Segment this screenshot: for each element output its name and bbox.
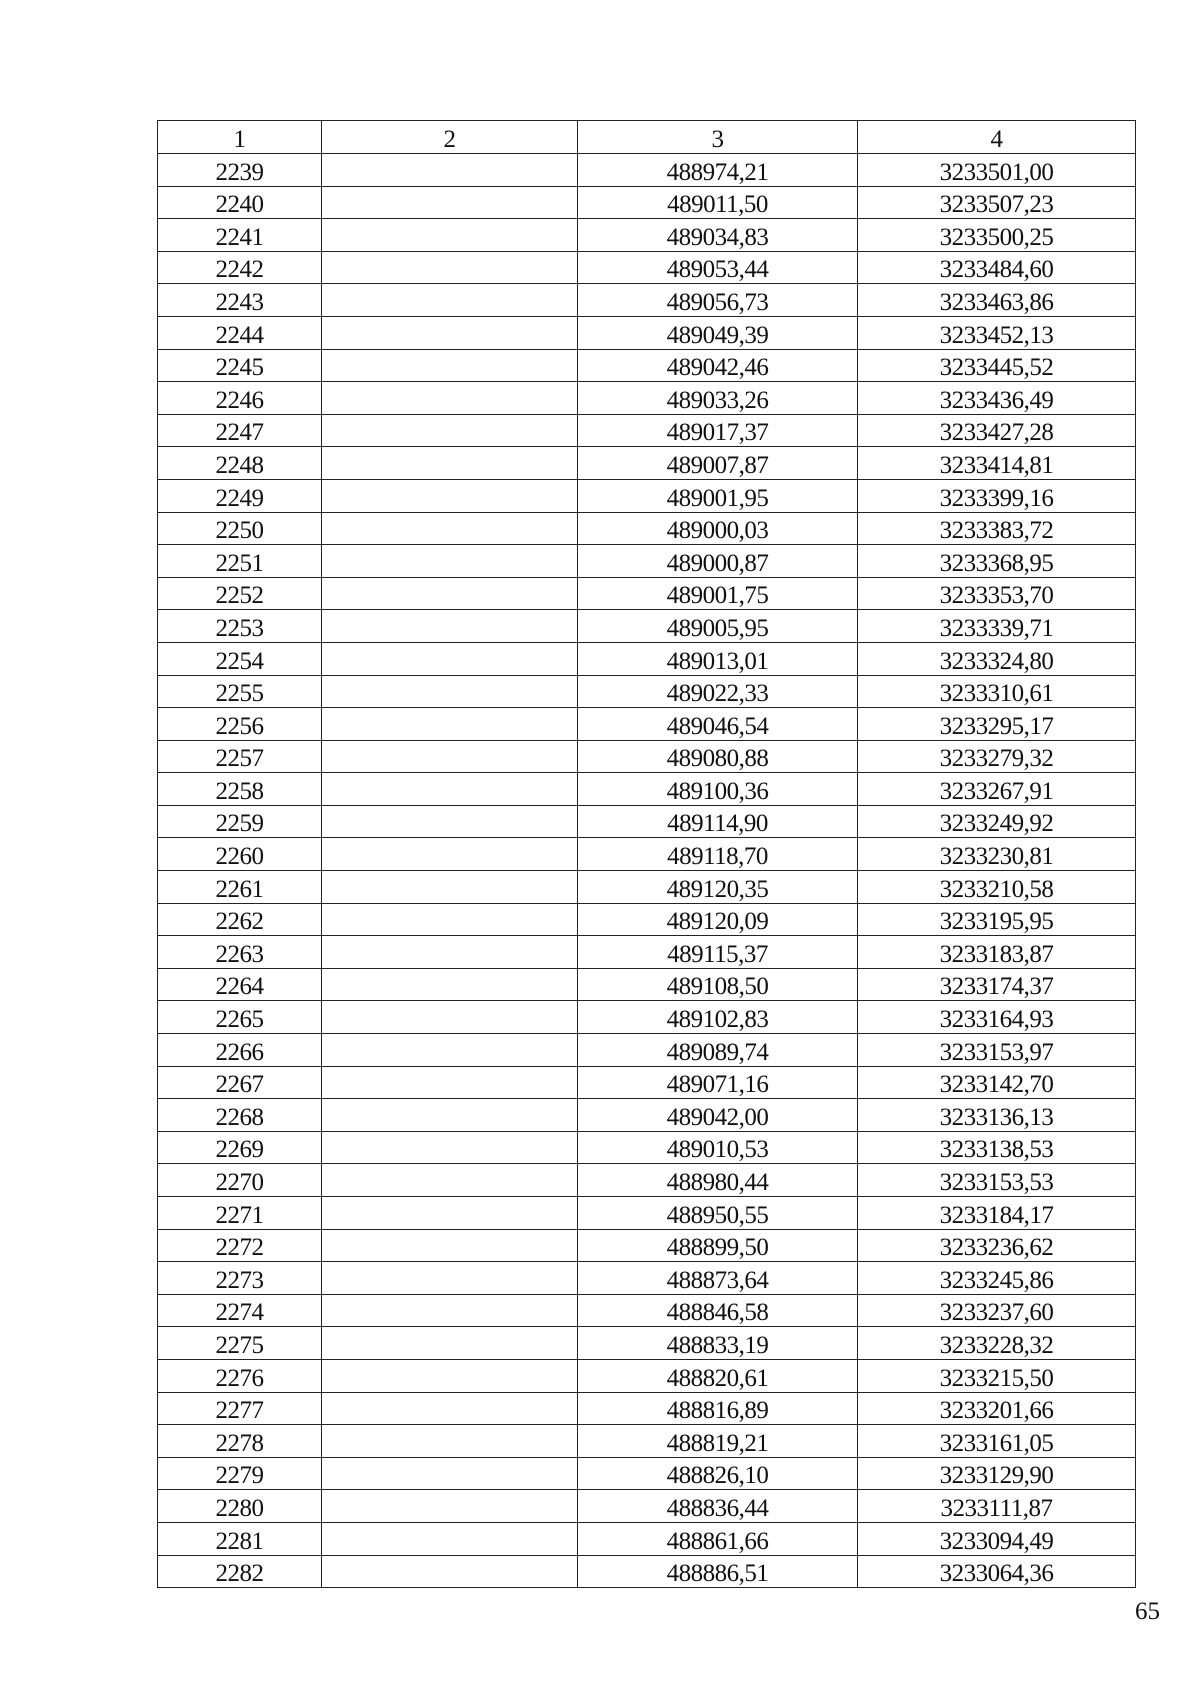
y-coordinate-cell: 3233228,32 [858,1327,1136,1360]
y-coordinate-cell: 3233142,70 [858,1066,1136,1099]
table-row [158,284,1136,317]
empty-cell [322,1425,578,1458]
point-number-cell: 2251 [158,545,322,578]
x-coordinate-cell: 489034,83 [578,219,858,252]
table-row [158,349,1136,382]
x-coordinate-cell: 488861,66 [578,1522,858,1555]
point-number-cell: 2270 [158,1164,322,1197]
x-coordinate-cell: 488826,10 [578,1457,858,1490]
table-row [158,1229,1136,1262]
table-row [158,1099,1136,1132]
y-coordinate-cell: 3233310,61 [858,675,1136,708]
y-coordinate-cell: 3233215,50 [858,1359,1136,1392]
y-coordinate-cell: 3233249,92 [858,805,1136,838]
empty-cell [322,1001,578,1034]
point-number-cell: 2241 [158,219,322,252]
coordinates-table [157,120,1136,1588]
y-coordinate-cell: 3233129,90 [858,1457,1136,1490]
x-coordinate-cell: 488886,51 [578,1555,858,1588]
point-number-cell: 2266 [158,1034,322,1067]
point-number-cell: 2272 [158,1229,322,1262]
table-row [158,1555,1136,1588]
x-coordinate-cell: 488899,50 [578,1229,858,1262]
point-number-cell: 2244 [158,316,322,349]
table-row [158,642,1136,675]
x-coordinate-cell: 489108,50 [578,968,858,1001]
empty-cell [322,349,578,382]
empty-cell [322,1099,578,1132]
column-header-2: 2 [322,121,578,154]
table-row [158,1457,1136,1490]
y-coordinate-cell: 3233484,60 [858,251,1136,284]
y-coordinate-cell: 3233210,58 [858,871,1136,904]
empty-cell [322,577,578,610]
y-coordinate-cell: 3233399,16 [858,479,1136,512]
empty-cell [322,316,578,349]
table-row [158,838,1136,871]
point-number-cell: 2271 [158,1197,322,1230]
table-row [158,936,1136,969]
x-coordinate-cell: 489001,95 [578,479,858,512]
x-coordinate-cell: 488836,44 [578,1490,858,1523]
empty-cell [322,1457,578,1490]
point-number-cell: 2264 [158,968,322,1001]
point-number-cell: 2257 [158,740,322,773]
table-body [158,154,1136,1588]
table-row [158,773,1136,806]
y-coordinate-cell: 3233201,66 [858,1392,1136,1425]
table-row [158,316,1136,349]
y-coordinate-cell: 3233452,13 [858,316,1136,349]
x-coordinate-cell: 488846,58 [578,1294,858,1327]
point-number-cell: 2242 [158,251,322,284]
x-coordinate-cell: 489000,03 [578,512,858,545]
y-coordinate-cell: 3233368,95 [858,545,1136,578]
point-number-cell: 2263 [158,936,322,969]
y-coordinate-cell: 3233353,70 [858,577,1136,610]
point-number-cell: 2265 [158,1001,322,1034]
x-coordinate-cell: 488820,61 [578,1359,858,1392]
point-number-cell: 2273 [158,1262,322,1295]
empty-cell [322,1164,578,1197]
table-row [158,1262,1136,1295]
empty-cell [322,414,578,447]
y-coordinate-cell: 3233324,80 [858,642,1136,675]
x-coordinate-cell: 489118,70 [578,838,858,871]
empty-cell [322,968,578,1001]
point-number-cell: 2259 [158,805,322,838]
empty-cell [322,1131,578,1164]
point-number-cell: 2258 [158,773,322,806]
table-row [158,610,1136,643]
y-coordinate-cell: 3233237,60 [858,1294,1136,1327]
x-coordinate-cell: 489120,09 [578,903,858,936]
table-row [158,577,1136,610]
point-number-cell: 2262 [158,903,322,936]
y-coordinate-cell: 3233383,72 [858,512,1136,545]
table-row [158,1164,1136,1197]
table-row [158,675,1136,708]
x-coordinate-cell: 489089,74 [578,1034,858,1067]
column-header-1: 1 [158,121,322,154]
table-row [158,1522,1136,1555]
y-coordinate-cell: 3233195,95 [858,903,1136,936]
table-row [158,447,1136,480]
empty-cell [322,871,578,904]
point-number-cell: 2274 [158,1294,322,1327]
empty-cell [322,740,578,773]
y-coordinate-cell: 3233183,87 [858,936,1136,969]
point-number-cell: 2250 [158,512,322,545]
point-number-cell: 2247 [158,414,322,447]
y-coordinate-cell: 3233436,49 [858,382,1136,415]
y-coordinate-cell: 3233507,23 [858,186,1136,219]
x-coordinate-cell: 489080,88 [578,740,858,773]
point-number-cell: 2252 [158,577,322,610]
point-number-cell: 2255 [158,675,322,708]
table-row [158,1359,1136,1392]
point-number-cell: 2240 [158,186,322,219]
table-row [158,1327,1136,1360]
y-coordinate-cell: 3233245,86 [858,1262,1136,1295]
table-row [158,545,1136,578]
x-coordinate-cell: 489114,90 [578,805,858,838]
table-row [158,1034,1136,1067]
column-header-4: 4 [858,121,1136,154]
empty-cell [322,154,578,187]
point-number-cell: 2277 [158,1392,322,1425]
point-number-cell: 2267 [158,1066,322,1099]
x-coordinate-cell: 489022,33 [578,675,858,708]
x-coordinate-cell: 489053,44 [578,251,858,284]
x-coordinate-cell: 488974,21 [578,154,858,187]
x-coordinate-cell: 489042,00 [578,1099,858,1132]
y-coordinate-cell: 3233267,91 [858,773,1136,806]
empty-cell [322,1066,578,1099]
y-coordinate-cell: 3233174,37 [858,968,1136,1001]
x-coordinate-cell: 488980,44 [578,1164,858,1197]
table-row [158,414,1136,447]
empty-cell [322,1490,578,1523]
table-row [158,708,1136,741]
x-coordinate-cell: 489042,46 [578,349,858,382]
page-number: 65 [1135,1598,1160,1625]
point-number-cell: 2245 [158,349,322,382]
point-number-cell: 2249 [158,479,322,512]
empty-cell [322,219,578,252]
y-coordinate-cell: 3233279,32 [858,740,1136,773]
y-coordinate-cell: 3233138,53 [858,1131,1136,1164]
empty-cell [322,1327,578,1360]
y-coordinate-cell: 3233161,05 [858,1425,1136,1458]
empty-cell [322,675,578,708]
empty-cell [322,903,578,936]
y-coordinate-cell: 3233184,17 [858,1197,1136,1230]
point-number-cell: 2254 [158,642,322,675]
x-coordinate-cell: 489100,36 [578,773,858,806]
table-row [158,382,1136,415]
y-coordinate-cell: 3233501,00 [858,154,1136,187]
empty-cell [322,545,578,578]
y-coordinate-cell: 3233500,25 [858,219,1136,252]
empty-cell [322,1034,578,1067]
x-coordinate-cell: 489017,37 [578,414,858,447]
x-coordinate-cell: 489115,37 [578,936,858,969]
empty-cell [322,1522,578,1555]
x-coordinate-cell: 489001,75 [578,577,858,610]
point-number-cell: 2280 [158,1490,322,1523]
table-row [158,219,1136,252]
point-number-cell: 2246 [158,382,322,415]
point-number-cell: 2261 [158,871,322,904]
point-number-cell: 2239 [158,154,322,187]
table-row [158,871,1136,904]
empty-cell [322,642,578,675]
y-coordinate-cell: 3233153,97 [858,1034,1136,1067]
x-coordinate-cell: 488950,55 [578,1197,858,1230]
empty-cell [322,610,578,643]
table-header-row [158,121,1136,154]
point-number-cell: 2279 [158,1457,322,1490]
table-row [158,805,1136,838]
y-coordinate-cell: 3233463,86 [858,284,1136,317]
table-row [158,1490,1136,1523]
table-row [158,1066,1136,1099]
y-coordinate-cell: 3233414,81 [858,447,1136,480]
point-number-cell: 2281 [158,1522,322,1555]
x-coordinate-cell: 489033,26 [578,382,858,415]
point-number-cell: 2243 [158,284,322,317]
table-row [158,1131,1136,1164]
table-row [158,1294,1136,1327]
table-row [158,251,1136,284]
y-coordinate-cell: 3233236,62 [858,1229,1136,1262]
empty-cell [322,251,578,284]
empty-cell [322,805,578,838]
x-coordinate-cell: 489102,83 [578,1001,858,1034]
x-coordinate-cell: 488819,21 [578,1425,858,1458]
empty-cell [322,382,578,415]
y-coordinate-cell: 3233164,93 [858,1001,1136,1034]
point-number-cell: 2253 [158,610,322,643]
y-coordinate-cell: 3233153,53 [858,1164,1136,1197]
x-coordinate-cell: 489005,95 [578,610,858,643]
empty-cell [322,1262,578,1295]
table-row [158,968,1136,1001]
table-row [158,1392,1136,1425]
x-coordinate-cell: 488873,64 [578,1262,858,1295]
empty-cell [322,1294,578,1327]
x-coordinate-cell: 489007,87 [578,447,858,480]
empty-cell [322,1229,578,1262]
y-coordinate-cell: 3233064,36 [858,1555,1136,1588]
y-coordinate-cell: 3233427,28 [858,414,1136,447]
point-number-cell: 2278 [158,1425,322,1458]
x-coordinate-cell: 489000,87 [578,545,858,578]
empty-cell [322,773,578,806]
x-coordinate-cell: 489011,50 [578,186,858,219]
table-row [158,186,1136,219]
point-number-cell: 2269 [158,1131,322,1164]
y-coordinate-cell: 3233230,81 [858,838,1136,871]
y-coordinate-cell: 3233445,52 [858,349,1136,382]
empty-cell [322,284,578,317]
y-coordinate-cell: 3233111,87 [858,1490,1136,1523]
empty-cell [322,708,578,741]
table-row [158,1197,1136,1230]
empty-cell [322,512,578,545]
y-coordinate-cell: 3233094,49 [858,1522,1136,1555]
x-coordinate-cell: 489049,39 [578,316,858,349]
empty-cell [322,186,578,219]
empty-cell [322,1392,578,1425]
empty-cell [322,447,578,480]
y-coordinate-cell: 3233295,17 [858,708,1136,741]
table-row [158,1425,1136,1458]
empty-cell [322,838,578,871]
point-number-cell: 2248 [158,447,322,480]
table-row [158,740,1136,773]
table-row [158,512,1136,545]
x-coordinate-cell: 489071,16 [578,1066,858,1099]
y-coordinate-cell: 3233339,71 [858,610,1136,643]
x-coordinate-cell: 489056,73 [578,284,858,317]
point-number-cell: 2276 [158,1359,322,1392]
x-coordinate-cell: 489010,53 [578,1131,858,1164]
empty-cell [322,1555,578,1588]
x-coordinate-cell: 488816,89 [578,1392,858,1425]
table-row [158,154,1136,187]
point-number-cell: 2256 [158,708,322,741]
column-header-3: 3 [578,121,858,154]
table-row [158,479,1136,512]
empty-cell [322,479,578,512]
x-coordinate-cell: 489120,35 [578,871,858,904]
empty-cell [322,1359,578,1392]
point-number-cell: 2260 [158,838,322,871]
table-row [158,1001,1136,1034]
x-coordinate-cell: 489013,01 [578,642,858,675]
x-coordinate-cell: 488833,19 [578,1327,858,1360]
point-number-cell: 2282 [158,1555,322,1588]
point-number-cell: 2275 [158,1327,322,1360]
table-row [158,903,1136,936]
empty-cell [322,936,578,969]
empty-cell [322,1197,578,1230]
y-coordinate-cell: 3233136,13 [858,1099,1136,1132]
x-coordinate-cell: 489046,54 [578,708,858,741]
point-number-cell: 2268 [158,1099,322,1132]
